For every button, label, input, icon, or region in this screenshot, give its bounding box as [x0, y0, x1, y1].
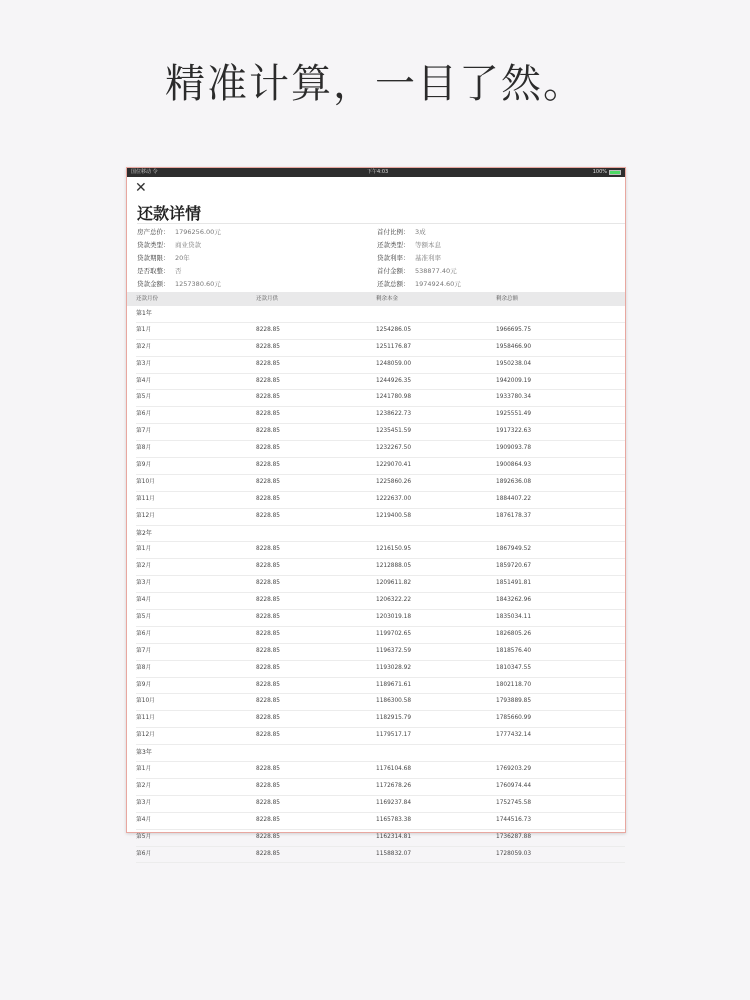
table-row [136, 542, 625, 559]
cell-month: 第11月 [136, 495, 155, 502]
table-row [136, 458, 625, 475]
cell-total: 1752745.58 [496, 799, 532, 806]
cell-month: 第5月 [136, 614, 152, 621]
cell-month: 第6月 [136, 850, 152, 857]
cell-month: 第7月 [136, 428, 152, 435]
info-value: 基准利率 [415, 254, 441, 262]
cell-principal: 1199702.65 [376, 630, 412, 637]
cell-month: 第8月 [136, 664, 152, 671]
cell-total: 1892636.08 [496, 478, 532, 485]
marketing-headline: 精准计算，一目了然。 [165, 61, 585, 107]
cell-month: 第7月 [136, 647, 152, 654]
cell-total: 1826805.26 [496, 630, 532, 637]
table-row [136, 728, 625, 745]
table-row [136, 407, 625, 424]
table-row [136, 610, 625, 627]
cell-total: 1876178.37 [496, 512, 532, 519]
cell-payment: 8228.85 [256, 326, 280, 333]
table-row [136, 576, 625, 593]
info-label: 贷款期限： [137, 254, 170, 262]
table-row [136, 593, 625, 610]
info-item [377, 226, 617, 239]
cell-principal: 1158832.07 [376, 850, 412, 857]
cell-payment: 8228.85 [256, 394, 280, 401]
cell-payment: 8228.85 [256, 664, 280, 671]
info-label: 还款类型： [377, 241, 410, 249]
table-row [136, 492, 625, 509]
clock-label: 下午4:03 [367, 169, 389, 175]
cell-principal: 1222637.00 [376, 495, 412, 502]
cell-payment: 8228.85 [256, 462, 280, 469]
info-value: 538877.40元 [415, 267, 457, 275]
cell-payment: 8228.85 [256, 766, 280, 773]
cell-month: 第3月 [136, 580, 152, 587]
cell-payment: 8228.85 [256, 428, 280, 435]
table-row [136, 779, 625, 796]
cell-principal: 1219400.58 [376, 512, 412, 519]
cell-principal: 1172678.26 [376, 782, 412, 789]
cell-total: 1867949.52 [496, 546, 532, 553]
cell-payment: 8228.85 [256, 630, 280, 637]
loan-info-panel [137, 226, 617, 291]
cell-principal: 1209611.82 [376, 580, 412, 587]
cell-payment: 8228.85 [256, 411, 280, 418]
cell-month: 第11月 [136, 715, 155, 722]
info-item [137, 252, 377, 265]
cell-month: 第10月 [136, 478, 155, 485]
cell-principal: 1216150.95 [376, 546, 412, 553]
cell-total: 1760974.44 [496, 782, 532, 789]
column-header-payment: 还款月供 [256, 296, 279, 302]
cell-month: 第4月 [136, 816, 152, 823]
cell-total: 1909093.78 [496, 445, 532, 452]
cell-month: 第10月 [136, 698, 155, 705]
cell-payment: 8228.85 [256, 360, 280, 367]
cell-payment: 8228.85 [256, 546, 280, 553]
info-label: 贷款类型： [137, 241, 170, 249]
cell-principal: 1254286.05 [376, 326, 412, 333]
close-icon[interactable]: ✕ [135, 180, 147, 196]
info-item [137, 278, 377, 291]
cell-principal: 1229070.41 [376, 462, 412, 469]
cell-payment: 8228.85 [256, 563, 280, 570]
cell-payment: 8228.85 [256, 715, 280, 722]
column-header-principal: 剩余本金 [376, 296, 399, 302]
cell-principal: 1182915.79 [376, 715, 412, 722]
cell-payment: 8228.85 [256, 647, 280, 654]
cell-total: 1917322.63 [496, 428, 532, 435]
cell-principal: 1169237.84 [376, 799, 412, 806]
cell-principal: 1238622.73 [376, 411, 412, 418]
cell-month: 第3月 [136, 799, 152, 806]
cell-principal: 1241780.98 [376, 394, 412, 401]
cell-month: 第9月 [136, 681, 152, 688]
table-row [136, 509, 625, 526]
cell-month: 第12月 [136, 512, 155, 519]
table-row [136, 661, 625, 678]
info-label: 首付金额： [377, 267, 410, 275]
info-value: 否 [175, 267, 182, 275]
table-row [136, 559, 625, 576]
cell-payment: 8228.85 [256, 782, 280, 789]
cell-principal: 1225860.26 [376, 478, 412, 485]
cell-principal: 1165783.38 [376, 816, 412, 823]
app-screenshot [126, 167, 626, 857]
cell-total: 1810347.55 [496, 664, 532, 671]
cell-principal: 1206322.22 [376, 597, 412, 604]
info-row [137, 278, 617, 291]
info-value: 20年 [175, 254, 190, 262]
cell-payment: 8228.85 [256, 580, 280, 587]
info-value: 3成 [415, 228, 426, 236]
cell-payment: 8228.85 [256, 343, 280, 350]
cell-payment: 8228.85 [256, 799, 280, 806]
info-label: 是否取整： [137, 267, 170, 275]
cell-total: 1851491.81 [496, 580, 532, 587]
info-value: 等额本息 [415, 241, 441, 249]
cell-total: 1744516.73 [496, 816, 532, 823]
info-value: 1974924.60元 [415, 280, 461, 288]
info-row [137, 226, 617, 239]
info-label: 房产总价： [137, 228, 170, 236]
cell-month: 第1月 [136, 766, 152, 773]
cell-month: 第1月 [136, 546, 152, 553]
info-item [137, 265, 377, 278]
cell-payment: 8228.85 [256, 495, 280, 502]
table-row [136, 627, 625, 644]
carrier-label: 国位移动 令 [131, 169, 158, 175]
cell-principal: 1179517.17 [376, 732, 412, 739]
cell-total: 1859720.67 [496, 563, 532, 570]
cell-principal: 1196372.59 [376, 647, 412, 654]
cell-total: 1777432.14 [496, 732, 532, 739]
cell-payment: 8228.85 [256, 377, 280, 384]
cell-payment: 8228.85 [256, 614, 280, 621]
cell-total: 1736287.88 [496, 833, 532, 840]
info-row [137, 239, 617, 252]
cell-principal: 1235451.59 [376, 428, 412, 435]
table-row [136, 441, 625, 458]
cell-principal: 1212888.05 [376, 563, 412, 570]
cell-month: 第4月 [136, 597, 152, 604]
table-row [136, 762, 625, 779]
battery-icon [609, 170, 621, 175]
cell-total: 1966695.75 [496, 326, 532, 333]
cell-principal: 1186300.58 [376, 698, 412, 705]
table-row [136, 644, 625, 661]
info-item [377, 265, 617, 278]
table-row [136, 678, 625, 695]
info-row [137, 265, 617, 278]
cell-payment: 8228.85 [256, 512, 280, 519]
cell-total: 1900864.93 [496, 462, 532, 469]
cell-payment: 8228.85 [256, 681, 280, 688]
info-row [137, 252, 617, 265]
cell-principal: 1248059.00 [376, 360, 412, 367]
page-title: 还款详情 [137, 204, 202, 223]
cell-total: 1942009.19 [496, 377, 532, 384]
cell-payment: 8228.85 [256, 833, 280, 840]
info-value: 商业贷款 [175, 241, 201, 249]
cell-month: 第6月 [136, 411, 152, 418]
table-row [136, 390, 625, 407]
info-value: 1796256.00元 [175, 228, 221, 236]
info-item [137, 239, 377, 252]
cell-payment: 8228.85 [256, 597, 280, 604]
table-row [136, 711, 625, 728]
cell-payment: 8228.85 [256, 816, 280, 823]
cell-total: 1793889.85 [496, 698, 532, 705]
table-header [127, 292, 625, 306]
cell-month: 第5月 [136, 394, 152, 401]
year-label: 第1年 [136, 310, 152, 317]
cell-payment: 8228.85 [256, 445, 280, 452]
table-row [136, 694, 625, 711]
cell-payment: 8228.85 [256, 478, 280, 485]
status-bar [127, 168, 625, 177]
info-item [377, 278, 617, 291]
cell-month: 第9月 [136, 462, 152, 469]
info-label: 贷款金额： [137, 280, 170, 288]
cell-principal: 1203019.18 [376, 614, 412, 621]
cell-total: 1728059.03 [496, 850, 532, 857]
cell-principal: 1251176.87 [376, 343, 412, 350]
table-row [136, 357, 625, 374]
column-header-total: 剩余总额 [496, 296, 519, 302]
year-label: 第3年 [136, 749, 152, 757]
cell-total: 1950238.04 [496, 360, 532, 367]
table-row [136, 796, 625, 813]
cell-total: 1925551.49 [496, 411, 532, 418]
cell-month: 第3月 [136, 360, 152, 367]
cell-principal: 1189671.61 [376, 681, 412, 688]
cell-total: 1835034.11 [496, 614, 532, 621]
table-row [136, 374, 625, 391]
cell-month: 第12月 [136, 732, 155, 739]
cell-month: 第2月 [136, 782, 152, 789]
cell-principal: 1193028.92 [376, 664, 412, 671]
cell-total: 1958466.90 [496, 343, 532, 350]
table-row [136, 475, 625, 492]
battery-indicator [593, 168, 621, 177]
cell-principal: 1244926.35 [376, 377, 412, 384]
cell-total: 1802118.70 [496, 681, 532, 688]
cell-principal: 1162314.81 [376, 833, 412, 840]
info-label: 还款总额： [377, 280, 410, 288]
year-section-header [136, 745, 625, 762]
repayment-table[interactable] [127, 306, 625, 863]
cell-payment: 8228.85 [256, 732, 280, 739]
cell-month: 第5月 [136, 833, 152, 840]
cell-principal: 1176104.68 [376, 766, 412, 773]
year-section-header [136, 306, 625, 323]
info-item [137, 226, 377, 239]
column-header-month: 还款月份 [136, 296, 159, 302]
cell-principal: 1232267.50 [376, 445, 412, 452]
table-row [136, 323, 625, 340]
battery-percent: 100% [592, 169, 607, 175]
info-label: 贷款利率： [377, 254, 410, 262]
info-item [377, 252, 617, 265]
cell-total: 1933780.34 [496, 394, 532, 401]
info-item [377, 239, 617, 252]
cell-month: 第1月 [136, 326, 152, 333]
info-value: 1257380.60元 [175, 280, 221, 288]
table-row [136, 424, 625, 441]
cell-month: 第2月 [136, 343, 152, 350]
cell-total: 1884407.22 [496, 495, 532, 502]
cell-total: 1843262.96 [496, 597, 532, 604]
table-row [136, 340, 625, 357]
cell-month: 第2月 [136, 563, 152, 570]
cell-month: 第4月 [136, 377, 152, 384]
info-label: 首付比例： [377, 228, 410, 236]
cell-total: 1785660.99 [496, 715, 532, 722]
divider [137, 223, 625, 224]
table-row [136, 813, 625, 830]
cell-payment: 8228.85 [256, 698, 280, 705]
table-row [136, 830, 625, 847]
cell-month: 第6月 [136, 630, 152, 637]
cell-total: 1769203.29 [496, 766, 532, 773]
cell-total: 1818576.40 [496, 647, 532, 654]
table-row [136, 847, 625, 864]
cell-payment: 8228.85 [256, 850, 280, 857]
cell-month: 第8月 [136, 445, 152, 452]
year-label: 第2年 [136, 529, 152, 537]
year-section-header [136, 526, 625, 543]
